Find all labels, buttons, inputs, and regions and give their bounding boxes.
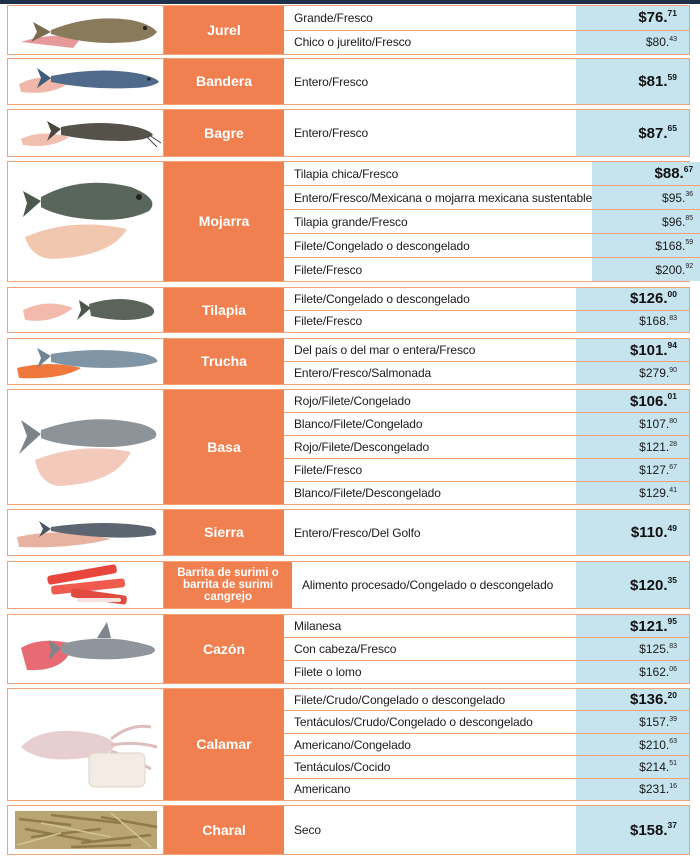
basa-fish-icon (11, 394, 161, 500)
mojarra-fish-icon (11, 167, 161, 277)
item-price: $168. 83 (576, 311, 689, 333)
product-mojarra (7, 161, 694, 282)
item-description: Blanco/Filete/Congelado (294, 417, 423, 431)
table-row (284, 779, 689, 800)
product-name: Trucha (164, 339, 284, 384)
item-price: $210. 63 (576, 734, 689, 755)
table-row (284, 362, 689, 384)
product-sierra (7, 509, 690, 556)
item-price: $200. 92 (592, 258, 700, 281)
table-row (284, 756, 689, 778)
item-price: $126. 00 (576, 288, 689, 310)
product-name: Basa (164, 390, 284, 504)
product-bagre (7, 109, 690, 157)
charal-image (8, 806, 164, 854)
table-row (284, 413, 689, 436)
item-description: Grande/Fresco (294, 10, 373, 25)
table-row (284, 59, 689, 104)
cazon-shark-icon (11, 618, 161, 680)
item-price: $279. 90 (576, 362, 689, 384)
jurel-fish-icon (11, 8, 161, 52)
item-description: Chico o jurelito/Fresco (294, 35, 412, 50)
table-row (284, 258, 700, 281)
item-description: Tentáculos/Crudo/Congelado o descongelado (294, 715, 533, 730)
product-name: Mojarra (164, 162, 284, 281)
item-description: Filete/Congelado o descongelado (294, 291, 470, 306)
bandera-fish-icon (11, 62, 161, 102)
item-description: Tilapia chica/Fresco (294, 166, 399, 181)
table-row (284, 186, 700, 210)
sierra-image (8, 510, 164, 555)
item-price: $107. 80 (576, 413, 689, 435)
jurel-image (8, 6, 164, 54)
product-name: Bagre (164, 110, 284, 156)
surimi-sticks-icon (11, 564, 161, 606)
tilapia-fish-icon (11, 290, 161, 330)
product-name: Calamar (164, 689, 284, 800)
item-description: Filete o lomo (294, 665, 362, 679)
product-calamar (7, 688, 690, 801)
charal-dried-fish-icon (11, 807, 161, 853)
item-description: Seco (294, 823, 321, 837)
item-description: Filete/Congelado o descongelado (294, 238, 470, 253)
product-cazon (7, 614, 690, 684)
table-row (284, 615, 689, 638)
item-description: Rojo/Filete/Descongelado (294, 440, 430, 454)
item-description: Tilapia grande/Fresco (294, 214, 408, 229)
sierra-fish-icon (11, 513, 161, 553)
table-row (284, 638, 689, 661)
table-row (284, 210, 700, 234)
item-price: $95. 36 (592, 186, 700, 209)
trucha-fish-icon (11, 342, 161, 382)
item-price: $158. 37 (576, 806, 689, 854)
header-strip (0, 0, 700, 4)
table-row (284, 110, 689, 156)
cazon-image (8, 615, 164, 683)
item-price: $157. 39 (576, 711, 689, 732)
basa-image (8, 390, 164, 504)
product-name: Bandera (164, 59, 284, 104)
item-price: $125. 83 (576, 638, 689, 660)
product-tilapia (7, 287, 690, 333)
table-row (284, 162, 700, 186)
table-row (292, 562, 689, 608)
item-price: $87. 65 (576, 110, 689, 156)
item-description: Americano (294, 782, 351, 797)
item-description: Con cabeza/Fresco (294, 642, 397, 656)
item-price: $127. 67 (576, 459, 689, 481)
product-name: Cazón (164, 615, 284, 683)
bagre-fish-icon (11, 113, 161, 153)
bagre-image (8, 110, 164, 156)
table-row (284, 689, 689, 711)
product-bandera (7, 58, 690, 105)
item-description: Entero/Fresco/Del Golfo (294, 525, 421, 540)
table-row (284, 390, 689, 413)
table-row (284, 661, 689, 683)
product-name: Charal (164, 806, 284, 854)
item-description: Tentáculos/Cocido (294, 759, 391, 774)
product-trucha (7, 338, 690, 385)
item-description: Entero/Fresco (294, 74, 369, 89)
product-jurel (7, 5, 690, 55)
product-basa (7, 389, 690, 505)
table-row (284, 806, 689, 854)
item-description: Rojo/Filete/Congelado (294, 394, 411, 408)
bandera-image (8, 59, 164, 104)
item-price: $168. 59 (592, 234, 700, 257)
item-price: $80. 43 (576, 31, 689, 55)
item-description: Milanesa (294, 619, 342, 633)
table-row (284, 31, 689, 55)
item-description: Filete/Fresco (294, 314, 363, 329)
table-row (284, 482, 689, 504)
table-row (284, 711, 689, 733)
item-description: Blanco/Filete/Descongelado (294, 486, 441, 500)
item-description: Entero/Fresco/Mexicana o mojarra mexicana sustentable (294, 190, 593, 205)
item-price: $96. 85 (592, 210, 700, 233)
tilapia-image (8, 288, 164, 332)
item-price: $110. 49 (576, 510, 689, 555)
table-row (284, 734, 689, 756)
product-surimi (7, 561, 690, 609)
item-price: $121. 95 (576, 615, 689, 637)
trucha-image (8, 339, 164, 384)
item-description: Filete/Crudo/Congelado o descongelado (294, 692, 506, 707)
product-name: Sierra (164, 510, 284, 555)
table-row (284, 510, 689, 555)
table-row (284, 339, 689, 362)
calamar-squid-icon (11, 693, 161, 797)
item-price: $76. 71 (576, 6, 689, 30)
table-row (284, 288, 689, 311)
product-name: Barrita de surimi o barrita de surimi cangrejo (164, 562, 292, 608)
product-charal (7, 805, 690, 855)
item-description: Del país o del mar o entera/Fresco (294, 343, 476, 357)
item-description: Filete/Fresco (294, 463, 363, 477)
table-row (284, 6, 689, 31)
calamar-image (8, 689, 164, 800)
item-price: $120. 35 (576, 562, 689, 608)
item-price: $81. 59 (576, 59, 689, 104)
product-name: Jurel (164, 6, 284, 54)
item-price: $88. 67 (592, 162, 700, 185)
item-description: Americano/Congelado (294, 737, 411, 752)
table-row (284, 436, 689, 459)
item-price: $129. 41 (576, 482, 689, 504)
item-description: Filete/Fresco (294, 262, 363, 277)
item-description: Entero/Fresco/Salmonada (294, 366, 432, 380)
item-price: $121. 28 (576, 436, 689, 458)
item-price: $106. 01 (576, 390, 689, 412)
item-price: $214. 51 (576, 756, 689, 777)
item-description: Alimento procesado/Congelado o descongelado (302, 578, 554, 592)
table-row (284, 459, 689, 482)
item-description: Entero/Fresco (294, 126, 369, 140)
item-price: $136. 20 (576, 689, 689, 710)
table-row (284, 311, 689, 333)
item-price: $231. 16 (576, 779, 689, 800)
mojarra-image (8, 162, 164, 281)
table-row (284, 234, 700, 258)
item-price: $101. 94 (576, 339, 689, 361)
surimi-image (8, 562, 164, 608)
item-price: $162. 06 (576, 661, 689, 683)
product-name: Tilapia (164, 288, 284, 332)
